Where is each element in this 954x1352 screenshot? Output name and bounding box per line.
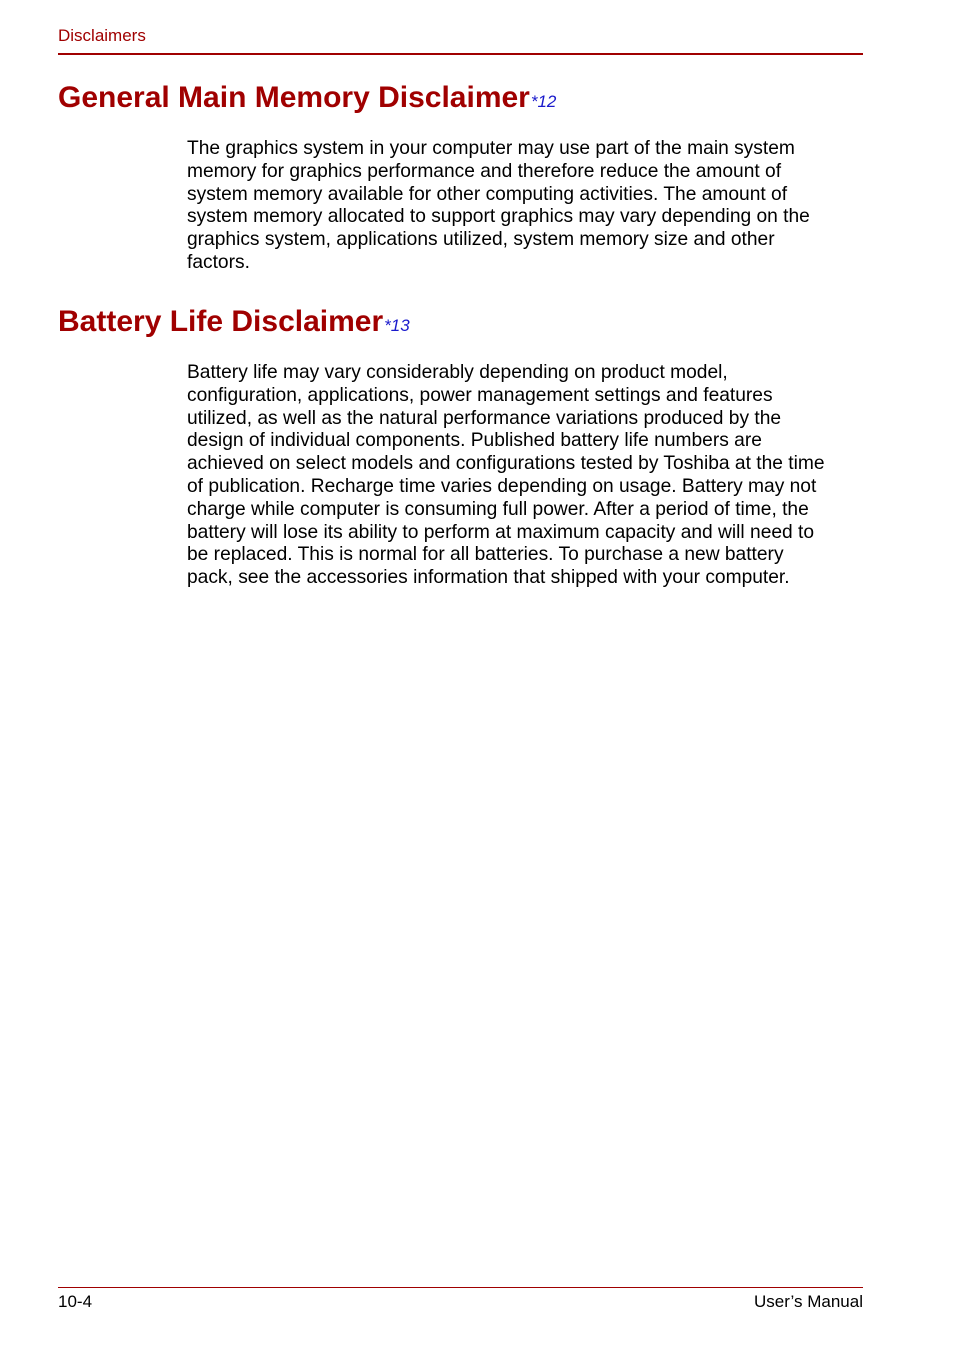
section-title: General Main Memory Disclaimer [58,81,530,114]
paragraph-line: factors. [187,251,250,273]
paragraph-line: pack, see the accessories information that shipped with your computer. [187,567,790,589]
paragraph-line: memory for graphics performance and therefore reduce the amount of [187,160,782,182]
footnote-reference-link[interactable]: *13 [384,316,410,335]
paragraph-line: battery will lose its ability to perform at maximum capacity and will need to [187,521,815,543]
paragraph-line: system memory available for other computing activities. The amount of [187,183,788,205]
paragraph-line: utilized, as well as the natural performance variations produced by the [187,407,782,429]
section-heading-battery [58,305,410,339]
paragraph-line: configuration, applications, power management settings and features [187,384,773,406]
paragraph-line: The graphics system in your computer may use part of the main system [187,138,795,159]
paragraph-line: graphics system, applications utilized, system memory size and other [187,229,775,251]
paragraph-line: Battery life may vary considerably depending on product model, [187,362,728,383]
paragraph-line: be replaced. This is normal for all batteries. To purchase a new battery [187,544,784,566]
battery-disclaimer-paragraph [187,362,863,590]
manual-title: User’s Manual [754,1292,863,1311]
section-heading-memory [58,81,556,115]
paragraph-line: design of individual components. Published battery life numbers are [187,430,762,452]
paragraph-line: of publication. Recharge time varies depending on usage. Battery may not [187,475,817,497]
page-number: 10-4 [58,1292,93,1311]
footer-rule [58,1287,863,1288]
paragraph-line: achieved on select models and configurations tested by Toshiba at the time [187,453,825,475]
footnote-reference-link[interactable]: *12 [530,92,557,111]
paragraph-line: charge while computer is consuming full power. After a period of time, the [187,498,809,520]
running-head: Disclaimers [58,26,146,45]
memory-disclaimer-paragraph [187,138,863,275]
paragraph-line: system memory allocated to support graphics may vary depending on the [187,206,810,228]
section-title: Battery Life Disclaimer [58,305,384,338]
header-rule [58,53,863,55]
